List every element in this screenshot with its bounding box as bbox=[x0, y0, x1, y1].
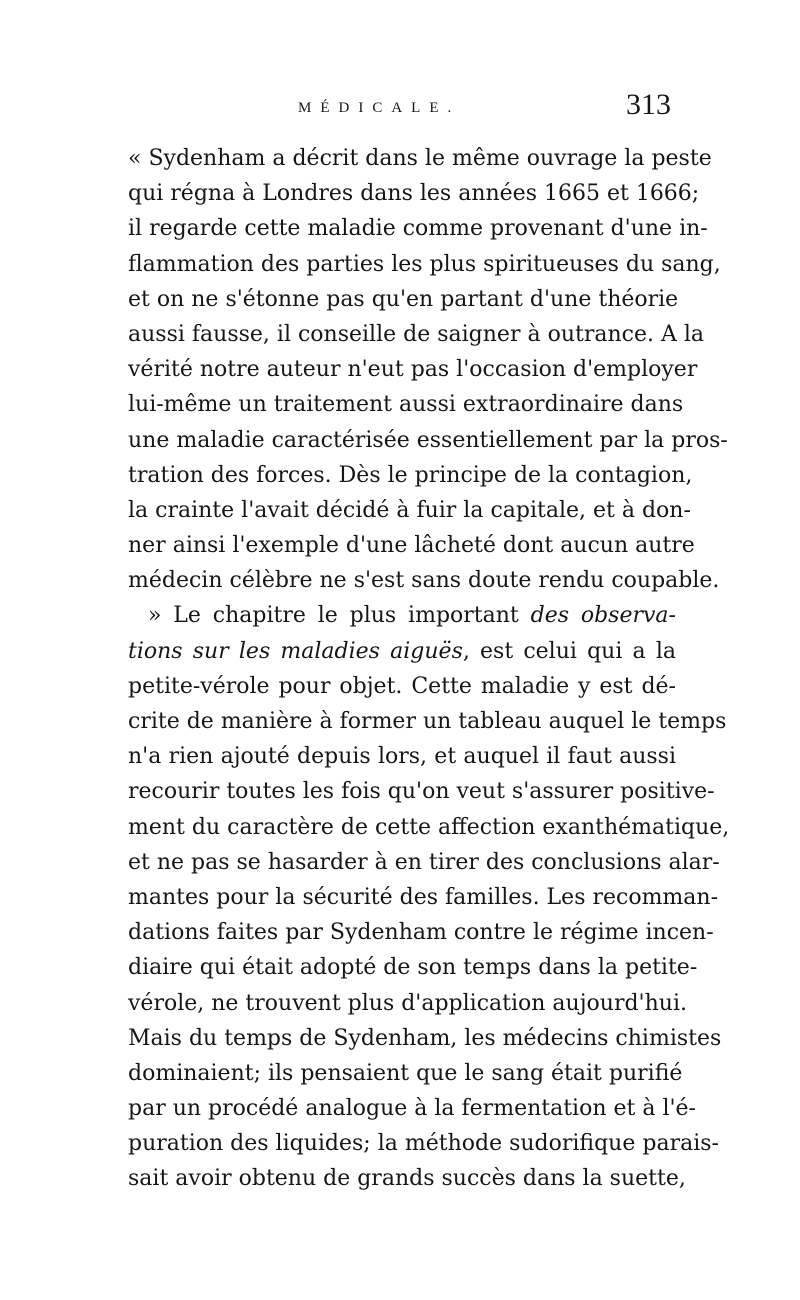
text-line: diaire qui était adopté de son temps dans la petite- bbox=[128, 955, 698, 981]
text-line: mantes pour la sécurité des familles. Les recomman- bbox=[128, 884, 719, 910]
text-line: ner ainsi l'exemple d'une lâcheté dont aucun autre bbox=[128, 533, 695, 559]
text-line: aussi fausse, il conseille de saigner à outrance. A la bbox=[128, 321, 704, 347]
text-line: par un procédé analogue à la fermentation et à l'é- bbox=[128, 1096, 696, 1122]
text-segment: , est celui qui a la bbox=[462, 638, 676, 664]
text-line: sait avoir obtenu de grands succès dans la suette, bbox=[128, 1166, 686, 1192]
italic-segment: tions sur les maladies aiguës bbox=[128, 638, 463, 664]
text-line: il regarde cette maladie comme provenant d'une in- bbox=[128, 216, 708, 242]
running-head-title: MÉDICALE. bbox=[298, 100, 461, 116]
text-line: médecin célèbre ne s'est sans doute rendu coupable. bbox=[128, 568, 720, 594]
text-line: dations faites par Sydenham contre le régime incen- bbox=[128, 920, 714, 946]
text-line: vérité notre auteur n'eut pas l'occasion d'employer bbox=[128, 357, 698, 383]
text-line bbox=[128, 634, 676, 669]
text-line: flammation des parties les plus spiritueuses du sang, bbox=[128, 251, 721, 277]
running-head bbox=[0, 88, 800, 128]
body-text bbox=[128, 141, 730, 1197]
page-number: 313 bbox=[626, 88, 671, 121]
text-line: une maladie caractérisée essentiellement par la pros- bbox=[128, 427, 728, 453]
text-line: recourir toutes les fois qu'on veut s'assurer positive- bbox=[128, 779, 715, 805]
text-line: la crainte l'avait décidé à fuir la capitale, et à don- bbox=[128, 497, 691, 523]
text-line: qui régna à Londres dans les années 1665 et 1666; bbox=[128, 181, 700, 207]
text-line: n'a rien ajouté depuis lors, et auquel il faut aussi bbox=[128, 744, 676, 770]
text-line: Mais du temps de Sydenham, les médecins chimistes bbox=[128, 1025, 722, 1051]
text-line: ment du caractère de cette affection exanthématique, bbox=[128, 814, 730, 840]
text-line: dominaient; ils pensaient que le sang était purifié bbox=[128, 1060, 683, 1086]
text-line: et on ne s'étonne pas qu'en partant d'une théorie bbox=[128, 286, 679, 312]
text-line: et ne pas se hasarder à en tirer des conclusions alar- bbox=[128, 849, 720, 875]
text-line: tration des forces. Dès le principe de la contagion, bbox=[128, 462, 693, 488]
text-line: vérole, ne trouvent plus d'application aujourd'hui. bbox=[128, 990, 687, 1016]
text-line bbox=[128, 598, 676, 633]
text-line: petite-vérole pour objet. Cette maladie y est dé- bbox=[128, 673, 676, 699]
text-line: crite de manière à former un tableau auquel le temps bbox=[128, 709, 727, 734]
text-line: « Sydenham a décrit dans le même ouvrage la peste bbox=[128, 146, 712, 171]
text-line: puration des liquides; la méthode sudorifique parais- bbox=[128, 1131, 719, 1157]
text-line: lui-même un traitement aussi extraordinaire dans bbox=[128, 392, 684, 418]
text-segment: » Le chapitre le plus important bbox=[148, 603, 531, 629]
italic-segment: des observa- bbox=[530, 603, 676, 629]
